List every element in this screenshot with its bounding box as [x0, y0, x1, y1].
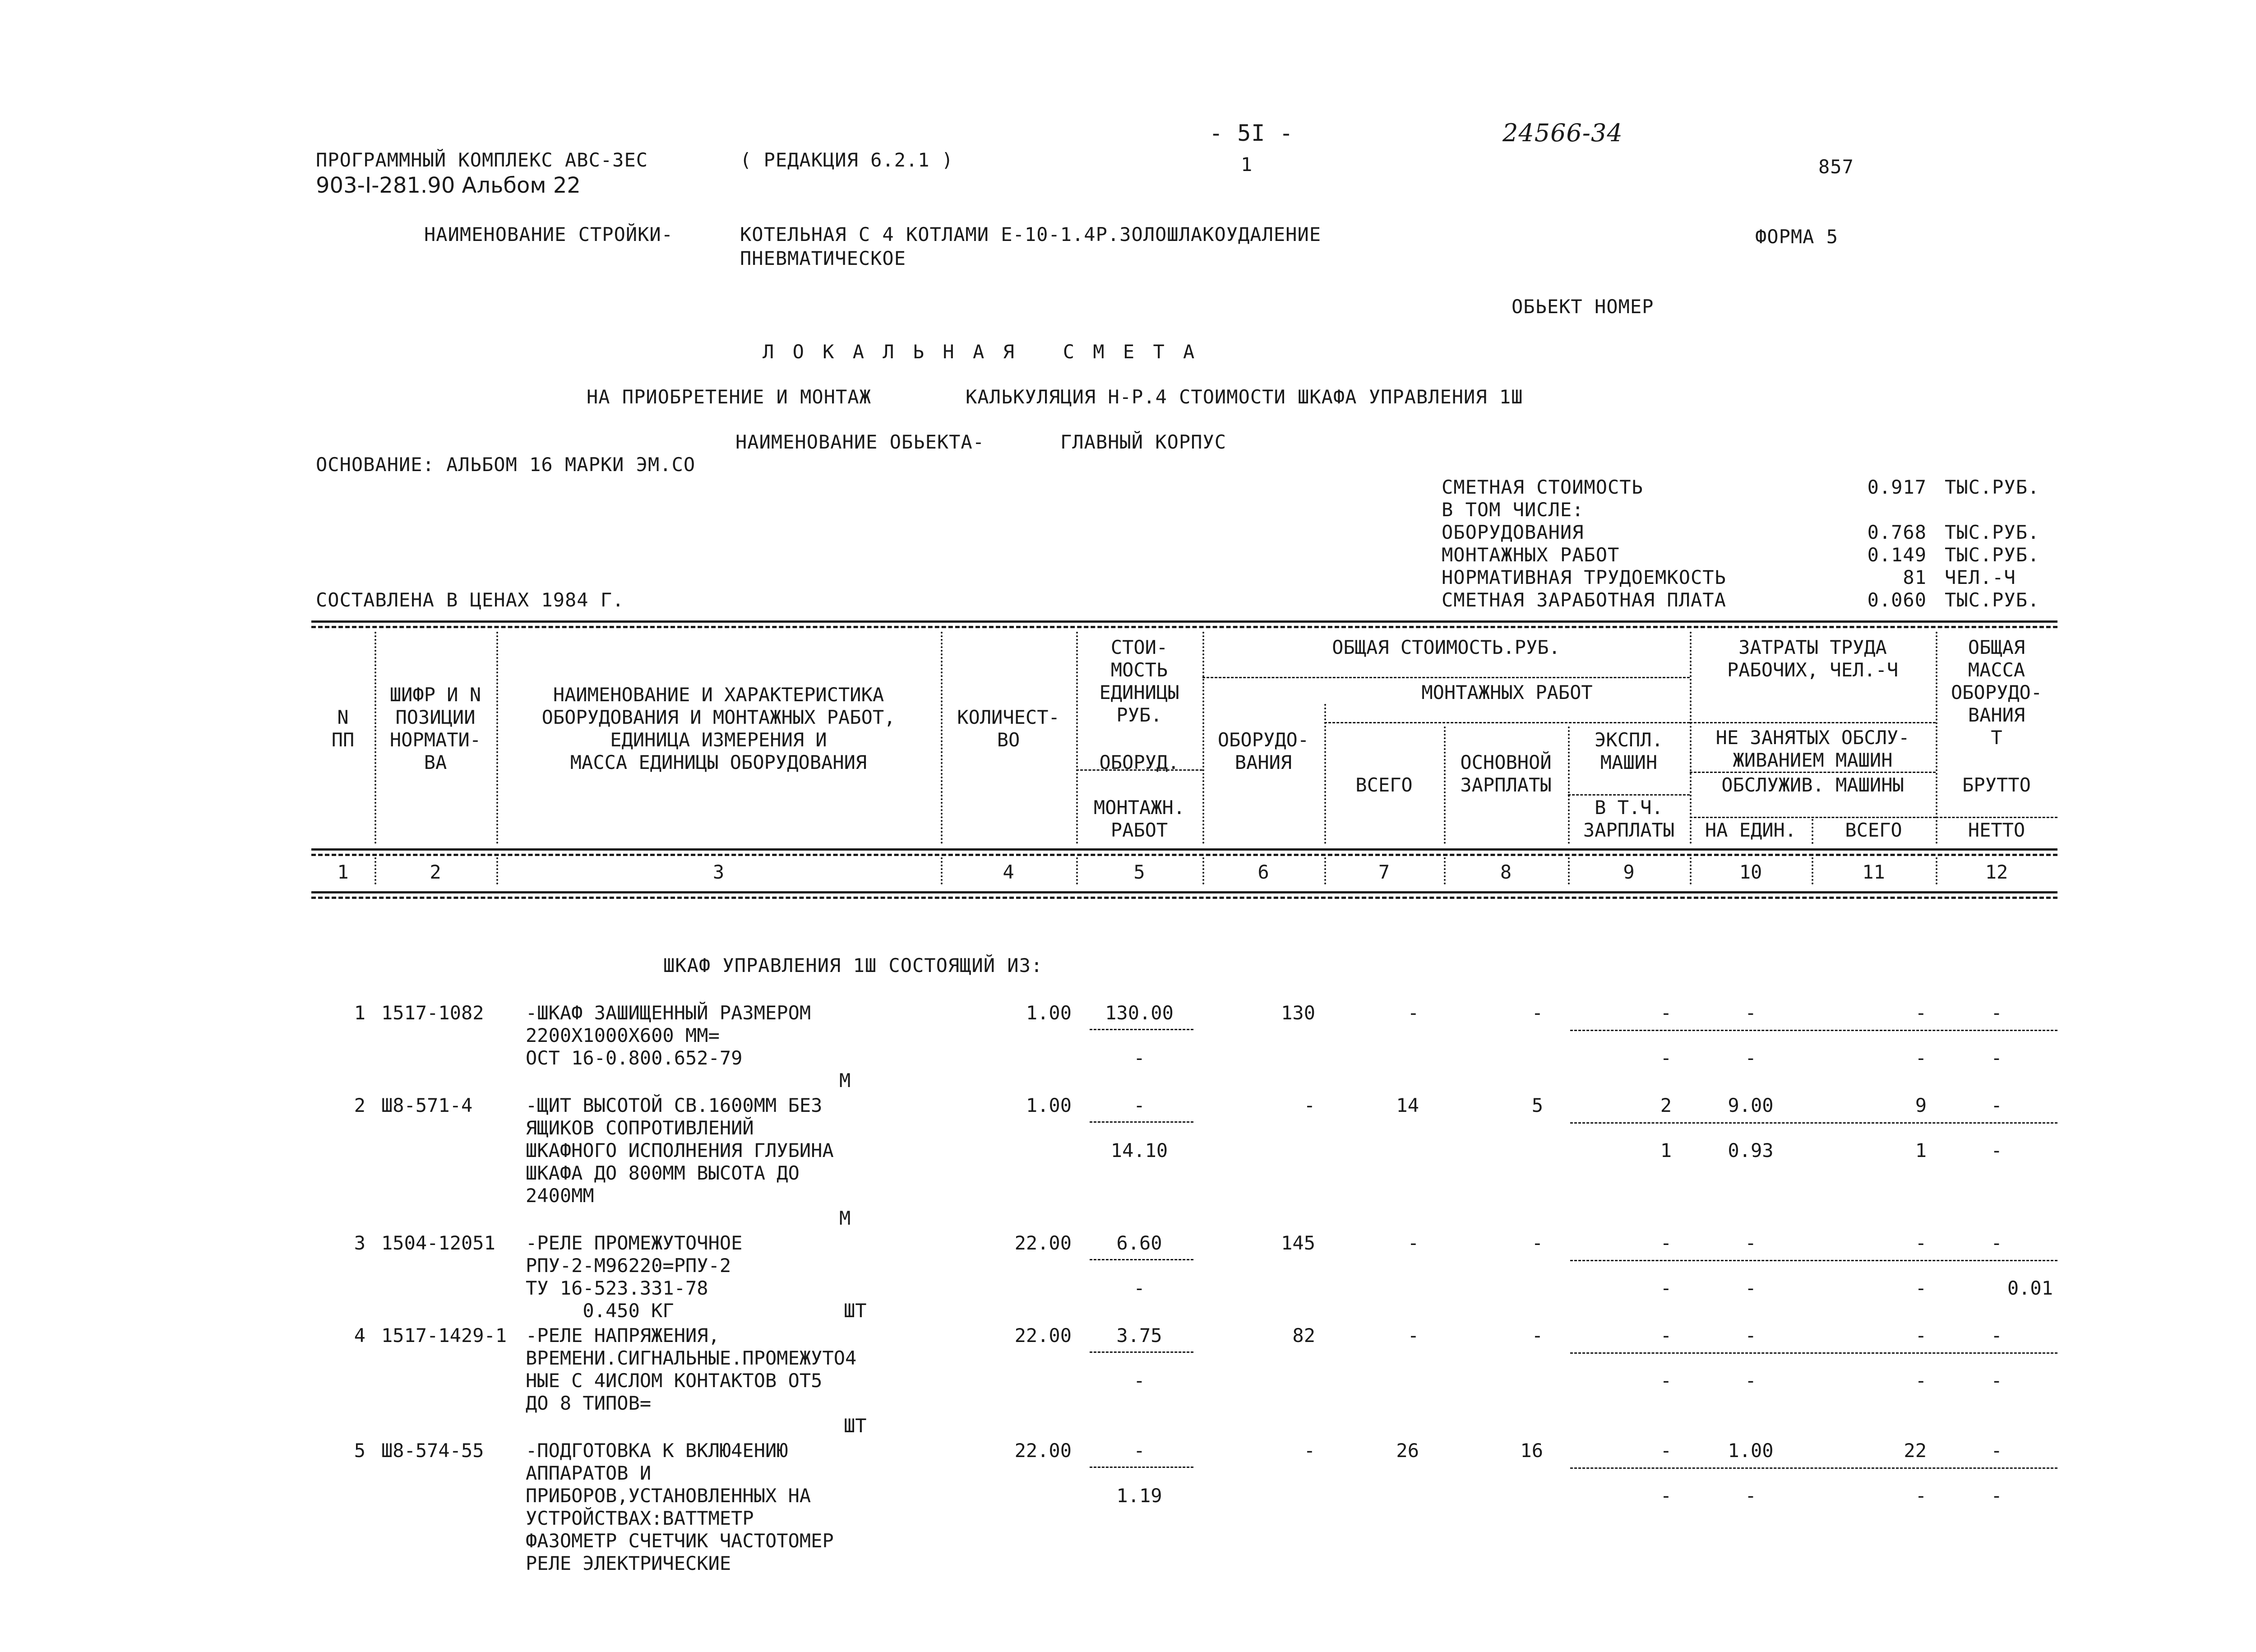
row-netto: -	[1991, 1485, 2002, 1507]
row-price-equip: 130.00	[1105, 1002, 1174, 1024]
summary-value: 0.060	[1867, 589, 1927, 611]
col-header-total-cost: ОБЩАЯ СТОИМОСТЬ.РУБ.	[1332, 636, 1560, 658]
col-number: 8	[1500, 861, 1512, 883]
col-sep	[374, 857, 376, 884]
row-labor-unit: 1.00	[1728, 1439, 1774, 1462]
header-rule	[1936, 817, 2057, 818]
row-description: -РЕЛЕ НАПРЯЖЕНИЯ, ВРЕМЕНИ.СИГНАЛЬНЫЕ.ПРОМЕЖУТО4 НЫЕ С 4ИСЛОМ КОНТАКТОВ ОТ5 ДО 8 ТИПОВ=	[526, 1324, 857, 1414]
subtitle-right: КАЛЬКУЛЯЦИЯ Н-Р.4 СТОИМОСТИ ШКАФА УПРАВЛЕНИЯ 1Ш	[966, 386, 1523, 408]
row-netto: -	[1991, 1370, 2002, 1392]
row-qty: 22.00	[1014, 1439, 1072, 1462]
row-code: Ш8-571-4	[381, 1094, 473, 1116]
row-unit: М	[839, 1069, 851, 1092]
row-qty: 1.00	[1026, 1094, 1072, 1116]
cell-underline	[1090, 1351, 1193, 1353]
row-equip-cost: 130	[1281, 1002, 1315, 1024]
row-labor-unit: -	[1745, 1232, 1757, 1254]
row-price-equip: -	[1133, 1094, 1145, 1116]
row-machines: -	[1660, 1002, 1672, 1024]
col-header-name: НАИМЕНОВАНИЕ И ХАРАКТЕРИСТИКА ОБОРУДОВАНИЯ И МОНТАЖНЫХ РАБОТ, ЕДИНИЦА ИЗМЕРЕНИЯ И МАССА ЕДИНИЦЫ ОБОРУДОВАНИЯ	[541, 684, 896, 773]
row-mount-total: -	[1407, 1232, 1419, 1254]
row-netto: -	[1991, 1139, 2002, 1161]
row-price-equip: -	[1133, 1439, 1145, 1462]
basis: ОСНОВАНИЕ: АЛЬБОМ 16 МАРКИ ЭМ.СО	[316, 453, 696, 476]
col-header-machines: ЭКСПЛ. МАШИН	[1595, 729, 1663, 773]
summary-label: СМЕТНАЯ СТОИМОСТЬ	[1442, 476, 1643, 498]
summary-value: 0.768	[1867, 521, 1927, 543]
form-label: ФОРМА 5	[1755, 226, 1839, 248]
row-number: 4	[354, 1324, 365, 1347]
header-rule	[1568, 794, 1690, 796]
col-header-brutto: БРУТТО	[1962, 774, 2031, 796]
row-description: -РЕЛЕ ПРОМЕЖУТОЧНОЕ РПУ-2-М96220=РПУ-2 ТУ 16-523.331-78 0.450 КГ	[526, 1232, 743, 1322]
subtitle-left: НА ПРИОБРЕТЕНИЕ И МОНТАЖ	[587, 386, 871, 408]
row-base-wage: -	[1531, 1324, 1543, 1347]
project-name-line2: ПНЕВМАТИЧЕСКОЕ	[740, 247, 906, 269]
row-labor-total: -	[1915, 1232, 1927, 1254]
row-machines: 2	[1660, 1094, 1672, 1116]
summary-value: 81	[1903, 566, 1927, 588]
album-ref: 903-I-281.90 Альбом 22	[316, 173, 581, 198]
row-number: 2	[354, 1094, 365, 1116]
page-small: 1	[1241, 153, 1253, 176]
row-price-mount: 14.10	[1110, 1139, 1168, 1161]
cell-underline	[1090, 1121, 1193, 1123]
row-description: -ПОДГОТОВКА К ВКЛЮ4ЕНИЮ АППАРАТОВ И ПРИБОРОВ,УСТАНОВЛЕННЫХ НА УСТРОЙСТВАХ:ВАТТМЕТР ФАЗОМЕТР СЧЕТЧИК ЧАСТОТОМЕР РЕЛЕ ЭЛЕКТРИЧЕСКИЕ	[526, 1439, 834, 1574]
row-mount-total: 14	[1396, 1094, 1419, 1116]
cell-underline	[1090, 1259, 1193, 1260]
col-sep	[496, 857, 498, 884]
col-header-labor-total: ВСЕГО	[1845, 819, 1902, 841]
row-qty: 22.00	[1014, 1232, 1072, 1254]
row-equip-cost: -	[1304, 1439, 1315, 1462]
row-rule	[1570, 1352, 2057, 1354]
row-netto: -	[1991, 1047, 2002, 1069]
col-number: 9	[1623, 861, 1635, 883]
row-base-wage: -	[1531, 1002, 1543, 1024]
cell-underline	[1090, 1467, 1193, 1468]
cell-underline	[1090, 1029, 1193, 1030]
row-machine-wage: -	[1660, 1485, 1672, 1507]
row-machine-wage: -	[1660, 1370, 1672, 1392]
row-brutto: -	[1991, 1002, 2002, 1024]
row-labor-total: -	[1915, 1002, 1927, 1024]
row-rule	[1570, 1030, 2057, 1031]
summary-unit: ТЫС.РУБ.	[1945, 521, 2040, 543]
row-mount-total: -	[1407, 1002, 1419, 1024]
col-header-machine-wage: В Т.Ч. ЗАРПЛАТЫ	[1583, 796, 1675, 841]
col-header-per-unit: НА ЕДИН.	[1705, 819, 1797, 841]
row-price-mount: -	[1133, 1047, 1145, 1069]
row-brutto: -	[1991, 1324, 2002, 1347]
object-label: НАИМЕНОВАНИЕ ОБЬЕКТА-	[735, 431, 985, 453]
summary-label: МОНТАЖНЫХ РАБОТ	[1442, 544, 1620, 566]
row-brutto: -	[1991, 1232, 2002, 1254]
row-labor-unit-machine: -	[1745, 1485, 1757, 1507]
row-labor-unit-machine: 0.93	[1728, 1139, 1774, 1161]
row-brutto: -	[1991, 1439, 2002, 1462]
row-price-mount: -	[1133, 1277, 1145, 1299]
row-unit: ШТ	[844, 1415, 867, 1437]
row-number: 3	[354, 1232, 365, 1254]
row-base-wage: 16	[1520, 1439, 1543, 1462]
row-qty: 22.00	[1014, 1324, 1072, 1347]
row-labor-unit: -	[1745, 1324, 1757, 1347]
col-number: 7	[1378, 861, 1390, 883]
row-price-mount: 1.19	[1116, 1485, 1162, 1507]
row-labor-total-machine: 1	[1915, 1139, 1927, 1161]
section-title: ШКАФ УПРАВЛЕНИЯ 1Ш СОСТОЯЩИЙ ИЗ:	[663, 954, 1043, 976]
col-header-labor-bottom: ОБСЛУЖИВ. МАШИНЫ	[1721, 774, 1904, 796]
col-number: 3	[712, 861, 725, 883]
col-number: 4	[1003, 861, 1014, 883]
numbers-bottom-rule	[311, 891, 2057, 893]
row-number: 5	[354, 1439, 365, 1462]
col-header-code: ШИФР И N ПОЗИЦИИ НОРМАТИ- ВА	[389, 684, 481, 773]
row-machines: -	[1660, 1324, 1672, 1347]
summary-value: 0.917	[1867, 476, 1927, 498]
sheet-number: 857	[1818, 156, 1854, 178]
header-rule	[1690, 722, 1936, 723]
row-base-wage: 5	[1531, 1094, 1543, 1116]
row-netto: 0.01	[2007, 1277, 2053, 1299]
row-unit: М	[839, 1207, 851, 1229]
row-equip-cost: 145	[1281, 1232, 1315, 1254]
header-bottom-rule	[311, 848, 2057, 851]
row-labor-unit-machine: -	[1745, 1047, 1757, 1069]
row-labor-total: 9	[1915, 1094, 1927, 1116]
row-rule	[1570, 1260, 2057, 1261]
summary-unit: ТЫС.РУБ.	[1945, 589, 2040, 611]
row-labor-unit-machine: -	[1745, 1277, 1757, 1299]
row-labor-total-machine: -	[1915, 1277, 1927, 1299]
project-label: НАИМЕНОВАНИЕ СТРОЙКИ-	[424, 223, 674, 245]
header-rule	[1690, 772, 1936, 773]
table-top-rule-2	[311, 626, 2057, 628]
row-base-wage: -	[1531, 1232, 1543, 1254]
col-sep	[1812, 857, 1813, 884]
summary-label: В ТОМ ЧИСЛЕ:	[1442, 499, 1584, 521]
col-header-netto: НЕТТО	[1968, 819, 2025, 841]
row-labor-total-machine: -	[1915, 1047, 1927, 1069]
col-sep	[1324, 857, 1326, 884]
row-rule	[1570, 1122, 2057, 1124]
row-labor-total-machine: -	[1915, 1485, 1927, 1507]
row-price-equip: 6.60	[1116, 1232, 1162, 1254]
col-header-equip: ОБОРУДО- ВАНИЯ	[1217, 729, 1309, 773]
object-number: ОБЬЕКТ НОМЕР	[1512, 296, 1654, 318]
row-machine-wage: -	[1660, 1277, 1672, 1299]
col-sep	[1076, 857, 1078, 884]
header-bottom-rule-2	[311, 854, 2057, 856]
col-number: 1	[337, 861, 349, 883]
row-code: 1504-12051	[381, 1232, 495, 1254]
col-sep	[1690, 857, 1692, 884]
col-number: 6	[1257, 861, 1269, 883]
col-sep	[1202, 857, 1204, 884]
row-equip-cost: -	[1304, 1094, 1315, 1116]
page-marker: - 5I -	[1209, 120, 1294, 146]
col-header-unit-price-equip: ОБОРУД.	[1099, 751, 1179, 773]
row-labor-total: -	[1915, 1324, 1927, 1347]
header-rule	[1324, 722, 1690, 723]
col-number: 12	[1985, 861, 2008, 883]
col-header-unit-price-mount: МОНТАЖН. РАБОТ	[1093, 796, 1185, 841]
numbers-bottom-rule-2	[311, 897, 2057, 899]
row-code: 1517-1429-1	[381, 1324, 507, 1347]
row-machines: -	[1660, 1439, 1672, 1462]
row-price-mount: -	[1133, 1370, 1145, 1392]
header-rule	[1690, 817, 1936, 818]
col-header-mount: МОНТАЖНЫХ РАБОТ	[1421, 681, 1593, 703]
row-labor-unit: -	[1745, 1002, 1757, 1024]
summary-label: ОБОРУДОВАНИЯ	[1442, 521, 1584, 543]
col-number: 5	[1133, 861, 1145, 883]
col-header-total: ВСЕГО	[1355, 774, 1413, 796]
row-labor-total: 22	[1904, 1439, 1927, 1462]
table-top-rule	[311, 620, 2057, 623]
col-sep	[1444, 857, 1446, 884]
summary-unit: ТЫС.РУБ.	[1945, 544, 2040, 566]
project-name-line1: КОТЕЛЬНАЯ С 4 КОТЛАМИ Е-10-1.4Р.ЗОЛОШЛАКОУДАЛЕНИЕ	[740, 223, 1322, 245]
document-title: Л О К А Л Ь Н А Я С М Е Т А	[763, 341, 1198, 363]
row-code: Ш8-574-55	[381, 1439, 484, 1462]
col-header-base-wage: ОСНОВНОЙ ЗАРПЛАТЫ	[1460, 751, 1552, 796]
col-number: 10	[1739, 861, 1762, 883]
price-basis: СОСТАВЛЕНА В ЦЕНАХ 1984 Г.	[316, 589, 624, 611]
col-header-mass: ОБЩАЯ МАССА ОБОРУДО- ВАНИЯ Т	[1951, 636, 2043, 749]
handwritten-code: 24566-34	[1502, 119, 1623, 147]
row-labor-unit-machine: -	[1745, 1370, 1757, 1392]
program-name: ПРОГРАММНЫЙ КОМПЛЕКС АВС-3ЕС	[316, 149, 648, 171]
row-mount-total: -	[1407, 1324, 1419, 1347]
edition: ( РЕДАКЦИЯ 6.2.1 )	[740, 149, 954, 171]
col-sep	[1936, 857, 1937, 884]
header-rule	[1202, 677, 1690, 678]
row-description: -ЩИТ ВЫСОТОЙ СВ.1600ММ БЕЗ ЯЩИКОВ СОПРОТИВЛЕНИЙ ШКАФНОГО ИСПОЛНЕНИЯ ГЛУБИНА ШКАФА ДО 800ММ ВЫСОТА ДО 2400ММ	[526, 1094, 834, 1207]
col-sep	[941, 857, 943, 884]
col-header-labor-top: НЕ ЗАНЯТЫХ ОБСЛУ- ЖИВАНИЕМ МАШИН	[1715, 727, 1910, 771]
row-rule	[1570, 1467, 2057, 1469]
col-header-n: N ПП	[331, 706, 355, 751]
summary-unit: ТЫС.РУБ.	[1945, 476, 2040, 498]
row-qty: 1.00	[1026, 1002, 1072, 1024]
summary-value: 0.149	[1867, 544, 1927, 566]
row-code: 1517-1082	[381, 1002, 484, 1024]
col-header-qty: КОЛИЧЕСТ- ВО	[957, 706, 1060, 751]
row-description: -ШКАФ ЗАШИЩЕННЫЙ РАЗМЕРОМ 2200Х1000Х600 ММ= ОСТ 16-0.800.652-79	[526, 1002, 811, 1069]
row-unit: ШТ	[844, 1300, 867, 1322]
summary-label: НОРМАТИВНАЯ ТРУДОЕМКОСТЬ	[1442, 566, 1726, 588]
row-machine-wage: -	[1660, 1047, 1672, 1069]
row-machine-wage: 1	[1660, 1139, 1672, 1161]
row-brutto: -	[1991, 1094, 2002, 1116]
row-labor-total-machine: -	[1915, 1370, 1927, 1392]
row-mount-total: 26	[1396, 1439, 1419, 1462]
col-number: 11	[1862, 861, 1885, 883]
row-price-equip: 3.75	[1116, 1324, 1162, 1347]
col-header-labor: ЗАТРАТЫ ТРУДА РАБОЧИХ, ЧЕЛ.-Ч	[1727, 636, 1899, 681]
col-sep	[1568, 857, 1570, 884]
col-header-unit-price: СТОИ- МОСТЬ ЕДИНИЦЫ РУБ.	[1099, 636, 1179, 726]
row-labor-unit: 9.00	[1728, 1094, 1774, 1116]
summary-unit: ЧЕЛ.-Ч	[1945, 566, 2016, 588]
object-name: ГЛАВНЫЙ КОРПУС	[1060, 431, 1227, 453]
row-machines: -	[1660, 1232, 1672, 1254]
col-number: 2	[430, 861, 441, 883]
row-equip-cost: 82	[1292, 1324, 1315, 1347]
summary-label: СМЕТНАЯ ЗАРАБОТНАЯ ПЛАТА	[1442, 589, 1726, 611]
row-number: 1	[354, 1002, 365, 1024]
